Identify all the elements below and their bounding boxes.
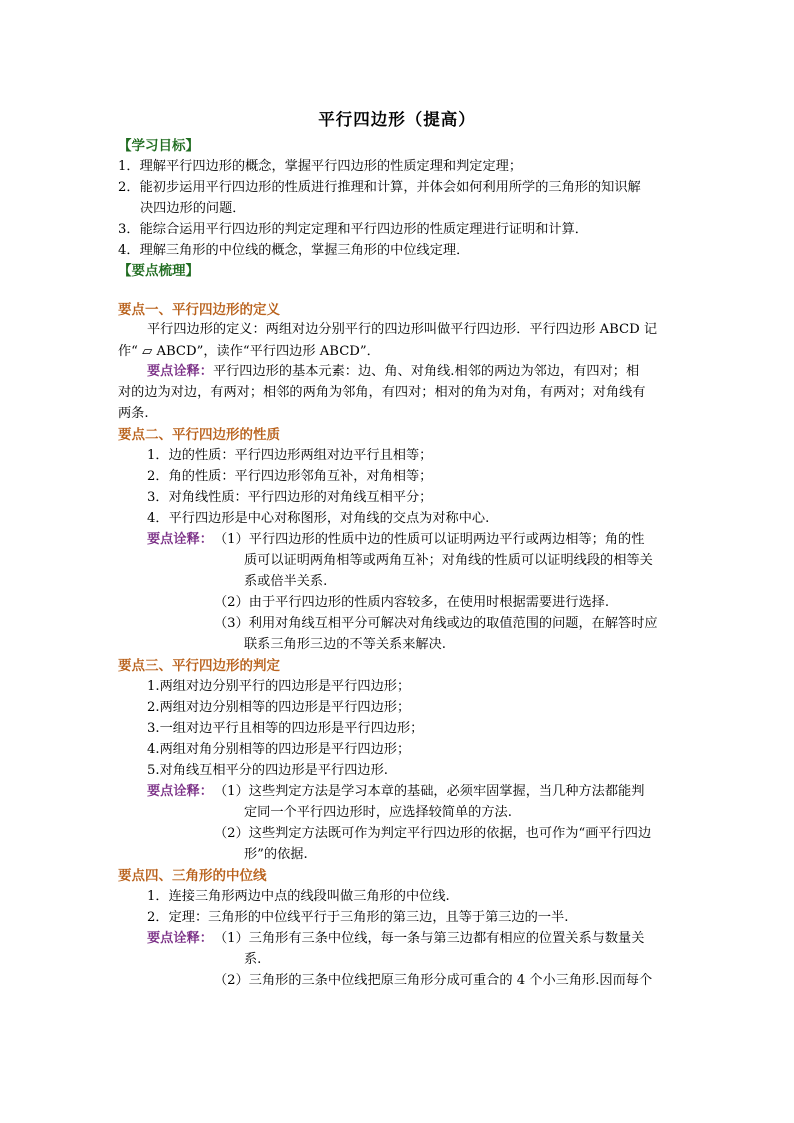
note-text: 形”的依据. (244, 847, 308, 862)
definition-text: 作“ ▱ ABCD”，读作“平行四边形 ABCD”． (118, 344, 380, 359)
goal-item: 3．能综合运用平行四边形的判定定理和平行四边形的性质定理进行证明和计算． (118, 222, 588, 237)
midline-item: 1．连接三角形两边中点的线段叫做三角形的中位线. (147, 889, 450, 904)
note-text: 系. (244, 952, 262, 967)
keypoint-3-heading: 要点三、平行四边形的判定 (118, 658, 280, 674)
definition-text: 平行四边形的定义：两组对边分别平行的四边形叫做平行四边形．平行四边形 ABCD 记 (147, 322, 658, 337)
property-item: 1．边的性质：平行四边形两组对边平行且相等； (147, 448, 433, 463)
note-text: （2）三角形的三条中位线把原三角形分成可重合的 4 个小三角形.因而每个 (214, 973, 653, 988)
goal-item: 4．理解三角形的中位线的概念，掌握三角形的中位线定理． (118, 243, 470, 258)
property-item: 4．平行四边形是中心对称图形，对角线的交点为对称中心. (147, 511, 490, 526)
note-text: （1）三角形有三条中位线，每一条与第三边都有相应的位置关系与数量关 (214, 931, 645, 946)
property-item: 3．对角线性质：平行四边形的对角线互相平分； (147, 490, 433, 505)
note-text: 系或倍半关系. (244, 574, 328, 589)
note-text: （1）平行四边形的性质中边的性质可以证明两边平行或两边相等；角的性 (214, 532, 645, 547)
keypoint-1-heading: 要点一、平行四边形的定义 (118, 302, 280, 318)
midline-item: 2．定理：三角形的中位线平行于三角形的第三边，且等于第三边的一半. (147, 910, 569, 925)
note-label: 要点诠释： (147, 364, 213, 379)
note-label: 要点诠释： (147, 931, 213, 946)
criterion-item: 1.两组对边分别平行的四边形是平行四边形； (147, 679, 411, 694)
note-text: （3）利用对角线互相平分可解决对角线或边的取值范围的问题，在解答时应 (214, 616, 658, 631)
note-label: 要点诠释： (147, 532, 213, 547)
criterion-item: 4.两组对角分别相等的四边形是平行四边形； (147, 742, 411, 757)
note-text: （2）由于平行四边形的性质内容较多，在使用时根据需要进行选择. (214, 595, 610, 610)
keypoint-2-heading: 要点二、平行四边形的性质 (118, 427, 280, 443)
note-text: 两条. (118, 406, 149, 421)
page-title: 平行四边形（提高） (318, 110, 476, 129)
keypoint-4-heading: 要点四、三角形的中位线 (118, 868, 267, 884)
criterion-item: 2.两组对边分别相等的四边形是平行四边形； (147, 700, 411, 715)
note-paragraph (147, 362, 639, 382)
goal-item: 2．能初步运用平行四边形的性质进行推理和计算，并体会如何利用所学的三角形的知识解 (118, 180, 641, 195)
goal-item: 1．理解平行四边形的概念，掌握平行四边形的性质定理和判定定理； (118, 159, 523, 174)
criterion-item: 3.一组对边平行且相等的四边形是平行四边形； (147, 721, 424, 736)
note-text: 定同一个平行四边形时，应选择较简单的方法. (244, 805, 512, 820)
note-text: 平行四边形的基本元素：边、角、对角线.相邻的两边为邻边，有四对；相 (212, 364, 640, 379)
note-text: （1）这些判定方法是学习本章的基础，必须牢固掌握，当几种方法都能判 (214, 784, 645, 799)
note-label: 要点诠释： (147, 784, 213, 799)
note-text: （2）这些判定方法既可作为判定平行四边形的依据，也可作为“画平行四边 (214, 826, 652, 841)
note-text: 质可以证明两角相等或两角互补；对角线的性质可以证明线段的相等关 (244, 553, 653, 568)
section-learning-goals: 【学习目标】 (118, 138, 199, 154)
goal-item-continued: 决四边形的问题． (140, 201, 246, 216)
criterion-item: 5.对角线互相平分的四边形是平行四边形. (147, 763, 388, 778)
note-text: 联系三角形三边的不等关系来解决. (244, 637, 447, 652)
section-key-points: 【要点梳理】 (118, 263, 199, 279)
note-text: 对的边为对边，有两对；相邻的两角为邻角，有四对；相对的角为对角，有两对；对角线有 (118, 385, 646, 400)
property-item: 2．角的性质：平行四边形邻角互补，对角相等； (147, 469, 433, 484)
